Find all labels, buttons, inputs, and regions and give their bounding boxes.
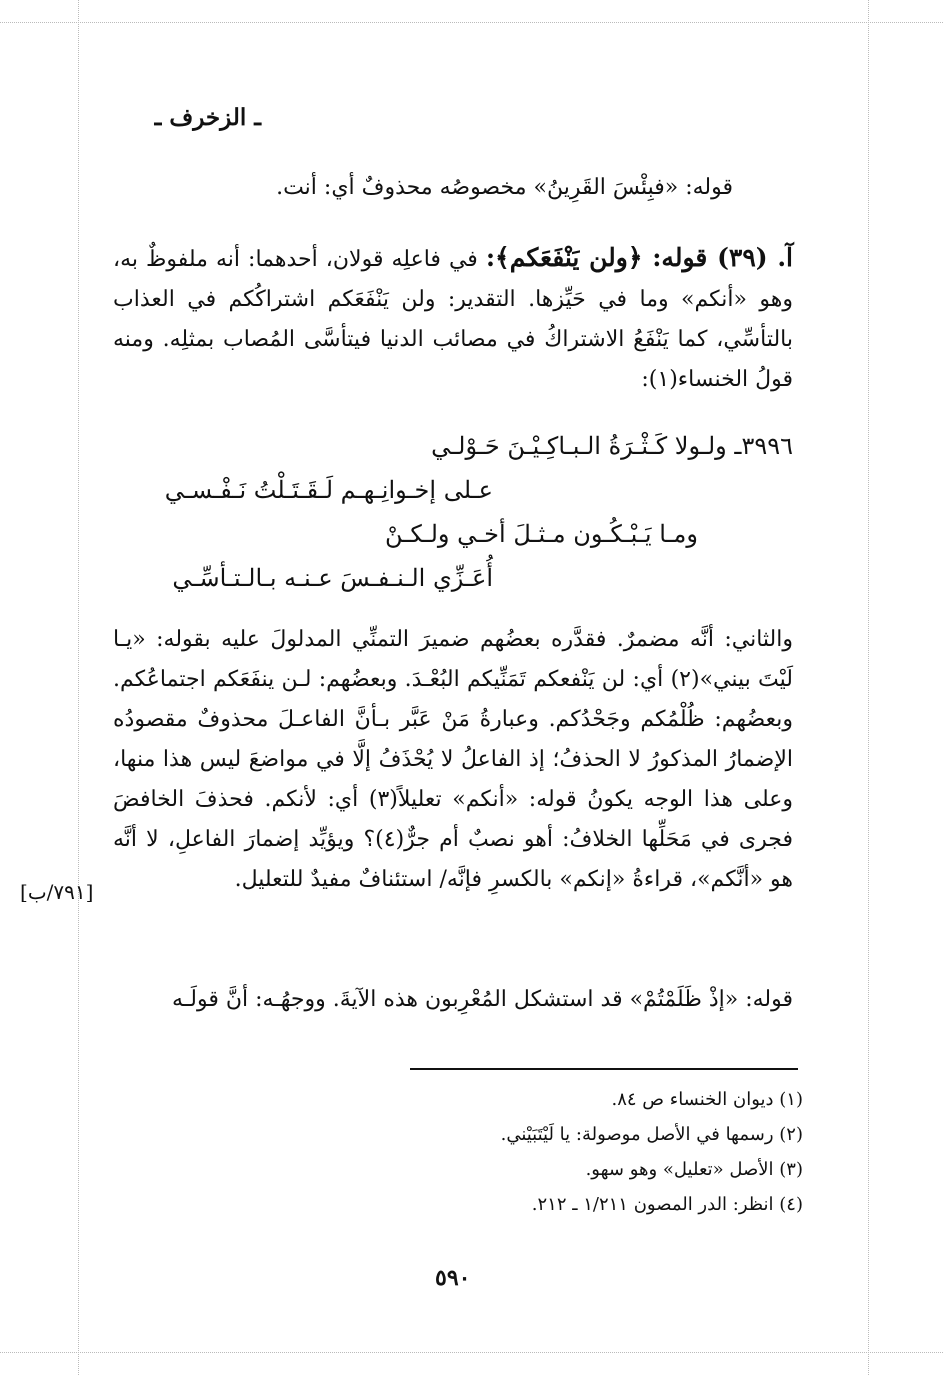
paragraph-2 [113, 238, 793, 400]
footnote-1: (١) ديوان الخنساء ص ٨٤. [611, 1089, 803, 1110]
footnote-3: (٣) الأصل «تعليل» وهو سهو. [585, 1159, 803, 1180]
poem-line-4: أُعَـزِّي الـنـفـسَ عـنـه بـالـتـأسِّـي [172, 564, 493, 592]
footnotes [501, 1082, 803, 1222]
running-header: ـ الزخرف ـ [154, 104, 261, 131]
poem-line-3: ومـا يَـبْـكُـون مـثـلَ أخـي ولـكـنْ [385, 520, 698, 548]
manuscript-folio-note: [٧٩١/ب] [20, 880, 94, 904]
paragraph-3: والثاني: أنَّه مضمرٌ. فقدَّره بعضُهم ضميرَ التمنِّي المدلولَ عليه بقوله: «يـا لَيْتَ بيني»(٢) أي: لن يَنْفعكم تَمَنِّيكم البُعْـدَ. وبعضُهم: لـن ينفَعَكم اجتماعُكم. وبعضُهم: ظُلْمُكم وجَحْدُكم. وعبارةُ مَنْ عَبَّر بـأنَّ الفاعـلَ محذوفٌ مقصودُه الإضمارُ المذكورُ لا الحذفُ؛ إذ الفاعلُ لا يُحْذَفُ إلَّا في مواضعَ ليس هذا منها، وعلى هذا الوجه يكونُ قوله: «أنكم» تعليلاً(٣) أي: لأنكم. فحذفَ الخافضَ فجرى في مَحَلِّها الخلافُ: أهو نصبٌ أم جرٌّ(٤)؟ ويؤيِّد إضمارَ الفاعلِ، لا أنَّه هو «أنَّكم»، قراءةُ «إنكم» بالكسرِ فإنَّه/ استئنافٌ مفيدٌ للتعليل. [113, 627, 793, 892]
paragraph-2-text: في فاعلِه قولان، أحدهما: أنه ملفوظٌ به، وهو «أنكم» وما في حَيِّزها. التقدير: ولن يَنْفَعَكم اشتراكُكم في العذاب بالتأسِّي، كما يَنْفَعُ الاشتراكُ في مصائب الدنيا فيتأسَّى المُصاب بمثلِه. ومنه قولُ الخنساء(١): [113, 247, 793, 392]
footnote-2: (٢) رسمها في الأصل موصولة: يا لَيْتَبَيْني. [500, 1124, 803, 1145]
page-number: ٥٩٠ [435, 1265, 471, 1291]
poem-line-2: عـلى إخـوانِـهـم لَـقَـتَـلْتُ نَـفْـسـي [164, 476, 493, 504]
footnote-4: (٤) انظر: الدر المصون ١/٢١١ ـ ٢١٢. [531, 1194, 803, 1215]
poem-line-1: ٣٩٩٦ـ ولـولا كَـثْـرَةُ الـبـاكِـيْـنَ حَـوْلـي [431, 432, 793, 460]
paragraph-4: قوله: «إذْ ظَلَمْتُمْ» قد استشكل المُعْرِبون هذه الآيةَ. ووجهُـه: أنَّ قولَـه [172, 987, 793, 1012]
paragraph-1: قوله: «فبِئْسَ القَرِينُ» مخصوصُه محذوفٌ أي: أنت. [276, 175, 733, 200]
verse-reference: آ. (٣٩) قوله: ﴿ولن يَنْفَعَكم﴾: [485, 243, 793, 272]
footnote-separator [410, 1068, 798, 1070]
